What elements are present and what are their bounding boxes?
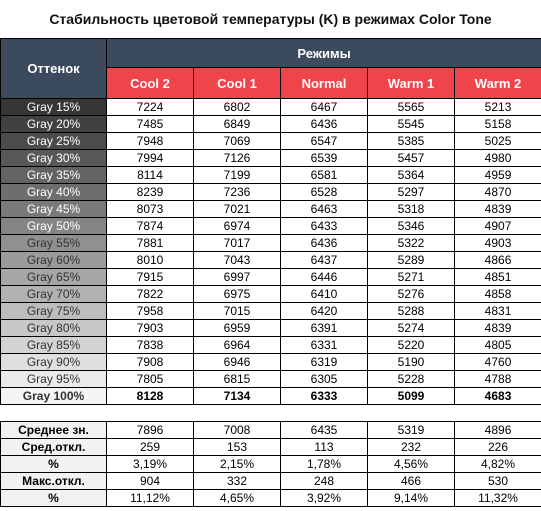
table-cell: 4760	[455, 354, 541, 371]
table-cell: 5565	[368, 99, 455, 116]
gray-level-label: Gray 45%	[1, 201, 107, 218]
table-cell: 6437	[281, 252, 368, 269]
table-cell: 6946	[194, 354, 281, 371]
stat-cell: 904	[107, 473, 194, 490]
gray-level-label: Gray 70%	[1, 286, 107, 303]
table-cell: 7838	[107, 337, 194, 354]
table-cell: 7021	[194, 201, 281, 218]
table-row	[1, 167, 541, 184]
table-cell: 6815	[194, 371, 281, 388]
stat-row	[1, 456, 541, 473]
table-cell: 4866	[455, 252, 541, 269]
table-row	[1, 354, 541, 371]
table-title: Стабильность цветовой температуры (K) в режимах Color Tone	[49, 11, 492, 27]
gray-level-label: Gray 20%	[1, 116, 107, 133]
stat-cell: 232	[368, 439, 455, 456]
table-cell: 5271	[368, 269, 455, 286]
table-cell: 6305	[281, 371, 368, 388]
table-cell: 5457	[368, 150, 455, 167]
mode-header-cool2: Cool 2	[107, 68, 194, 99]
stat-cell: 2,15%	[194, 456, 281, 473]
table-row	[1, 371, 541, 388]
stat-cell: 3,19%	[107, 456, 194, 473]
gray-level-label: Gray 35%	[1, 167, 107, 184]
table-cell: 4788	[455, 371, 541, 388]
stat-cell: 466	[368, 473, 455, 490]
gray-level-label: Gray 85%	[1, 337, 107, 354]
stat-label: %	[1, 456, 107, 473]
table-cell: 6959	[194, 320, 281, 337]
table-cell: 6802	[194, 99, 281, 116]
gray-level-label: Gray 50%	[1, 218, 107, 235]
gray-level-label: Gray 30%	[1, 150, 107, 167]
gray-level-label: Gray 55%	[1, 235, 107, 252]
table-cell: 5099	[368, 388, 455, 405]
table-cell: 6436	[281, 235, 368, 252]
table-cell: 7908	[107, 354, 194, 371]
table-cell: 6539	[281, 150, 368, 167]
table-cell: 7199	[194, 167, 281, 184]
gray-level-label: Gray 100%	[1, 388, 107, 405]
stat-cell: 1,78%	[281, 456, 368, 473]
stat-cell: 530	[455, 473, 541, 490]
table-cell: 7236	[194, 184, 281, 201]
stat-label: %	[1, 490, 107, 507]
table-cell: 5297	[368, 184, 455, 201]
table-cell: 4903	[455, 235, 541, 252]
table-row	[1, 150, 541, 167]
table-cell: 8114	[107, 167, 194, 184]
table-cell: 5545	[368, 116, 455, 133]
stat-label: Макс.откл.	[1, 473, 107, 490]
table-cell: 7134	[194, 388, 281, 405]
table-cell: 8239	[107, 184, 194, 201]
mode-header-normal: Normal	[281, 68, 368, 99]
stat-cell: 226	[455, 439, 541, 456]
mode-header-warm1: Warm 1	[368, 68, 455, 99]
table-cell: 7994	[107, 150, 194, 167]
table-cell: 4839	[455, 201, 541, 218]
table-cell: 6974	[194, 218, 281, 235]
table-cell: 8010	[107, 252, 194, 269]
stat-row	[1, 439, 541, 456]
table-row	[1, 286, 541, 303]
table-cell: 7874	[107, 218, 194, 235]
table-cell: 7043	[194, 252, 281, 269]
table-cell: 6436	[281, 116, 368, 133]
table-cell: 6849	[194, 116, 281, 133]
table-row	[1, 201, 541, 218]
table-cell: 4805	[455, 337, 541, 354]
table-cell: 5276	[368, 286, 455, 303]
table-cell: 6410	[281, 286, 368, 303]
table-cell: 8128	[107, 388, 194, 405]
separator-cell	[1, 405, 541, 422]
table-cell: 6333	[281, 388, 368, 405]
table-cell: 7015	[194, 303, 281, 320]
gray-level-label: Gray 90%	[1, 354, 107, 371]
table-cell: 5220	[368, 337, 455, 354]
stat-cell: 11,32%	[455, 490, 541, 507]
table-row	[1, 184, 541, 201]
table-cell: 4959	[455, 167, 541, 184]
table-cell: 6433	[281, 218, 368, 235]
table-cell: 6391	[281, 320, 368, 337]
table-cell: 5274	[368, 320, 455, 337]
stat-cell: 332	[194, 473, 281, 490]
table-cell: 6319	[281, 354, 368, 371]
table-cell: 7881	[107, 235, 194, 252]
table-cell: 5288	[368, 303, 455, 320]
mode-header-warm2: Warm 2	[455, 68, 541, 99]
stat-cell: 153	[194, 439, 281, 456]
table-cell: 8073	[107, 201, 194, 218]
table-cell: 4839	[455, 320, 541, 337]
gray-level-label: Gray 40%	[1, 184, 107, 201]
mode-header-cool1: Cool 1	[194, 68, 281, 99]
stat-cell: 113	[281, 439, 368, 456]
table-cell: 7958	[107, 303, 194, 320]
table-cell: 7126	[194, 150, 281, 167]
table-cell: 7822	[107, 286, 194, 303]
table-row	[1, 235, 541, 252]
modes-header: Режимы	[107, 39, 541, 68]
stat-cell: 4,82%	[455, 456, 541, 473]
stat-cell: 7896	[107, 422, 194, 439]
table-row	[1, 303, 541, 320]
gray-level-label: Gray 60%	[1, 252, 107, 269]
table-cell: 6581	[281, 167, 368, 184]
gray-level-label: Gray 95%	[1, 371, 107, 388]
table-cell: 5228	[368, 371, 455, 388]
stat-cell: 11,12%	[107, 490, 194, 507]
table-cell: 4851	[455, 269, 541, 286]
stat-label: Сред.откл.	[1, 439, 107, 456]
gray-level-label: Gray 65%	[1, 269, 107, 286]
color-temperature-table	[0, 38, 541, 507]
table-cell: 5322	[368, 235, 455, 252]
table-cell: 5346	[368, 218, 455, 235]
table-cell: 5289	[368, 252, 455, 269]
table-cell: 6528	[281, 184, 368, 201]
table-row	[1, 218, 541, 235]
table-cell: 7017	[194, 235, 281, 252]
stat-cell: 9,14%	[368, 490, 455, 507]
gray-level-label: Gray 15%	[1, 99, 107, 116]
table-cell: 6463	[281, 201, 368, 218]
table-cell: 7224	[107, 99, 194, 116]
table-cell: 7948	[107, 133, 194, 150]
stat-row	[1, 422, 541, 439]
table-cell: 6997	[194, 269, 281, 286]
table-row	[1, 133, 541, 150]
table-cell: 5318	[368, 201, 455, 218]
table-cell: 6467	[281, 99, 368, 116]
table-cell: 6964	[194, 337, 281, 354]
table-cell: 4907	[455, 218, 541, 235]
table-cell: 5385	[368, 133, 455, 150]
table-cell: 5213	[455, 99, 541, 116]
stat-row	[1, 490, 541, 507]
table-cell: 6975	[194, 286, 281, 303]
table-cell: 5364	[368, 167, 455, 184]
table-cell: 4858	[455, 286, 541, 303]
stat-cell: 4896	[455, 422, 541, 439]
table-cell: 4870	[455, 184, 541, 201]
table-cell: 4831	[455, 303, 541, 320]
stat-cell: 259	[107, 439, 194, 456]
table-cell: 4683	[455, 388, 541, 405]
gray-level-label: Gray 25%	[1, 133, 107, 150]
table-row	[1, 337, 541, 354]
stat-cell: 4,56%	[368, 456, 455, 473]
table-cell: 5190	[368, 354, 455, 371]
stat-label: Среднее зн.	[1, 422, 107, 439]
table-cell: 7903	[107, 320, 194, 337]
stat-cell: 6435	[281, 422, 368, 439]
table-cell: 5158	[455, 116, 541, 133]
stat-cell: 4,65%	[194, 490, 281, 507]
table-cell: 7805	[107, 371, 194, 388]
table-cell: 6547	[281, 133, 368, 150]
stat-cell: 5319	[368, 422, 455, 439]
table-row	[1, 116, 541, 133]
gray-level-label: Gray 75%	[1, 303, 107, 320]
table-row	[1, 252, 541, 269]
separator-row	[1, 405, 541, 422]
table-row	[1, 320, 541, 337]
table-cell: 7915	[107, 269, 194, 286]
table-cell: 6331	[281, 337, 368, 354]
stat-row	[1, 473, 541, 490]
table-cell: 5025	[455, 133, 541, 150]
table-cell: 6420	[281, 303, 368, 320]
gray-level-label: Gray 80%	[1, 320, 107, 337]
table-cell: 7485	[107, 116, 194, 133]
table-row	[1, 388, 541, 405]
table-row	[1, 269, 541, 286]
table-cell: 6446	[281, 269, 368, 286]
hue-header: Оттенок	[1, 39, 107, 99]
table-cell: 4980	[455, 150, 541, 167]
stat-cell: 7008	[194, 422, 281, 439]
table-row	[1, 99, 541, 116]
stat-cell: 3,92%	[281, 490, 368, 507]
table-cell: 7069	[194, 133, 281, 150]
stat-cell: 248	[281, 473, 368, 490]
